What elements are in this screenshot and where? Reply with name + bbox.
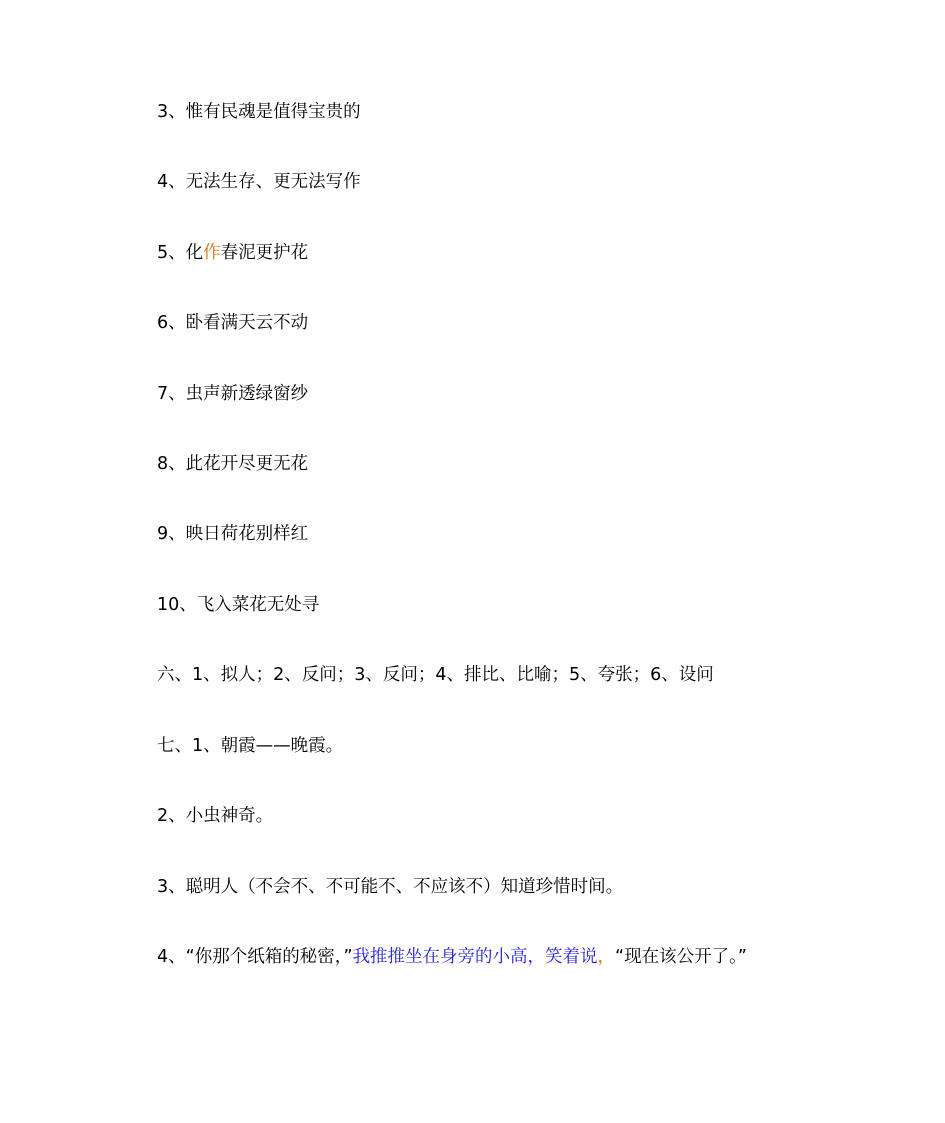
answer-line-5-highlight: 作 bbox=[203, 243, 221, 263]
section-six-answers: 六、1、拟人；2、反问；3、反问；4、排比、比喻；5、夸张；6、设问 bbox=[157, 665, 714, 685]
answer-4-blue-text: 我推推坐在身旁的小高，笑着说 bbox=[352, 947, 598, 967]
answer-line-5 bbox=[157, 240, 308, 266]
answer-line-6: 6、卧看满天云不动 bbox=[157, 313, 309, 333]
answer-line-10: 10、飞入菜花无处寻 bbox=[157, 595, 320, 615]
answer-4-orange-comma: ， bbox=[597, 947, 616, 967]
section-seven-answer-4 bbox=[157, 944, 747, 970]
answer-line-4: 4、无法生存、更无法写作 bbox=[157, 172, 361, 192]
answer-line-5-prefix: 5、化 bbox=[157, 243, 204, 263]
answer-line-8: 8、此花开尽更无花 bbox=[157, 454, 309, 474]
answer-line-3: 3、惟有民魂是值得宝贵的 bbox=[157, 102, 361, 122]
answer-4-quote-end: “现在该公开了。” bbox=[615, 947, 747, 967]
answer-line-9: 9、映日荷花别样红 bbox=[157, 524, 309, 544]
section-seven-answer-3: 3、聪明人（不会不、不可能不、不应该不）知道珍惜时间。 bbox=[157, 877, 624, 897]
section-seven-answer-1: 七、1、朝霞——晚霞。 bbox=[157, 736, 344, 756]
answer-line-5-suffix: 春泥更护花 bbox=[220, 243, 309, 263]
answer-4-quote-start: 4、“你那个纸箱的秘密，” bbox=[157, 947, 353, 967]
answer-line-7: 7、虫声新透绿窗纱 bbox=[157, 384, 309, 404]
section-seven-answer-2: 2、小虫神奇。 bbox=[157, 806, 274, 826]
